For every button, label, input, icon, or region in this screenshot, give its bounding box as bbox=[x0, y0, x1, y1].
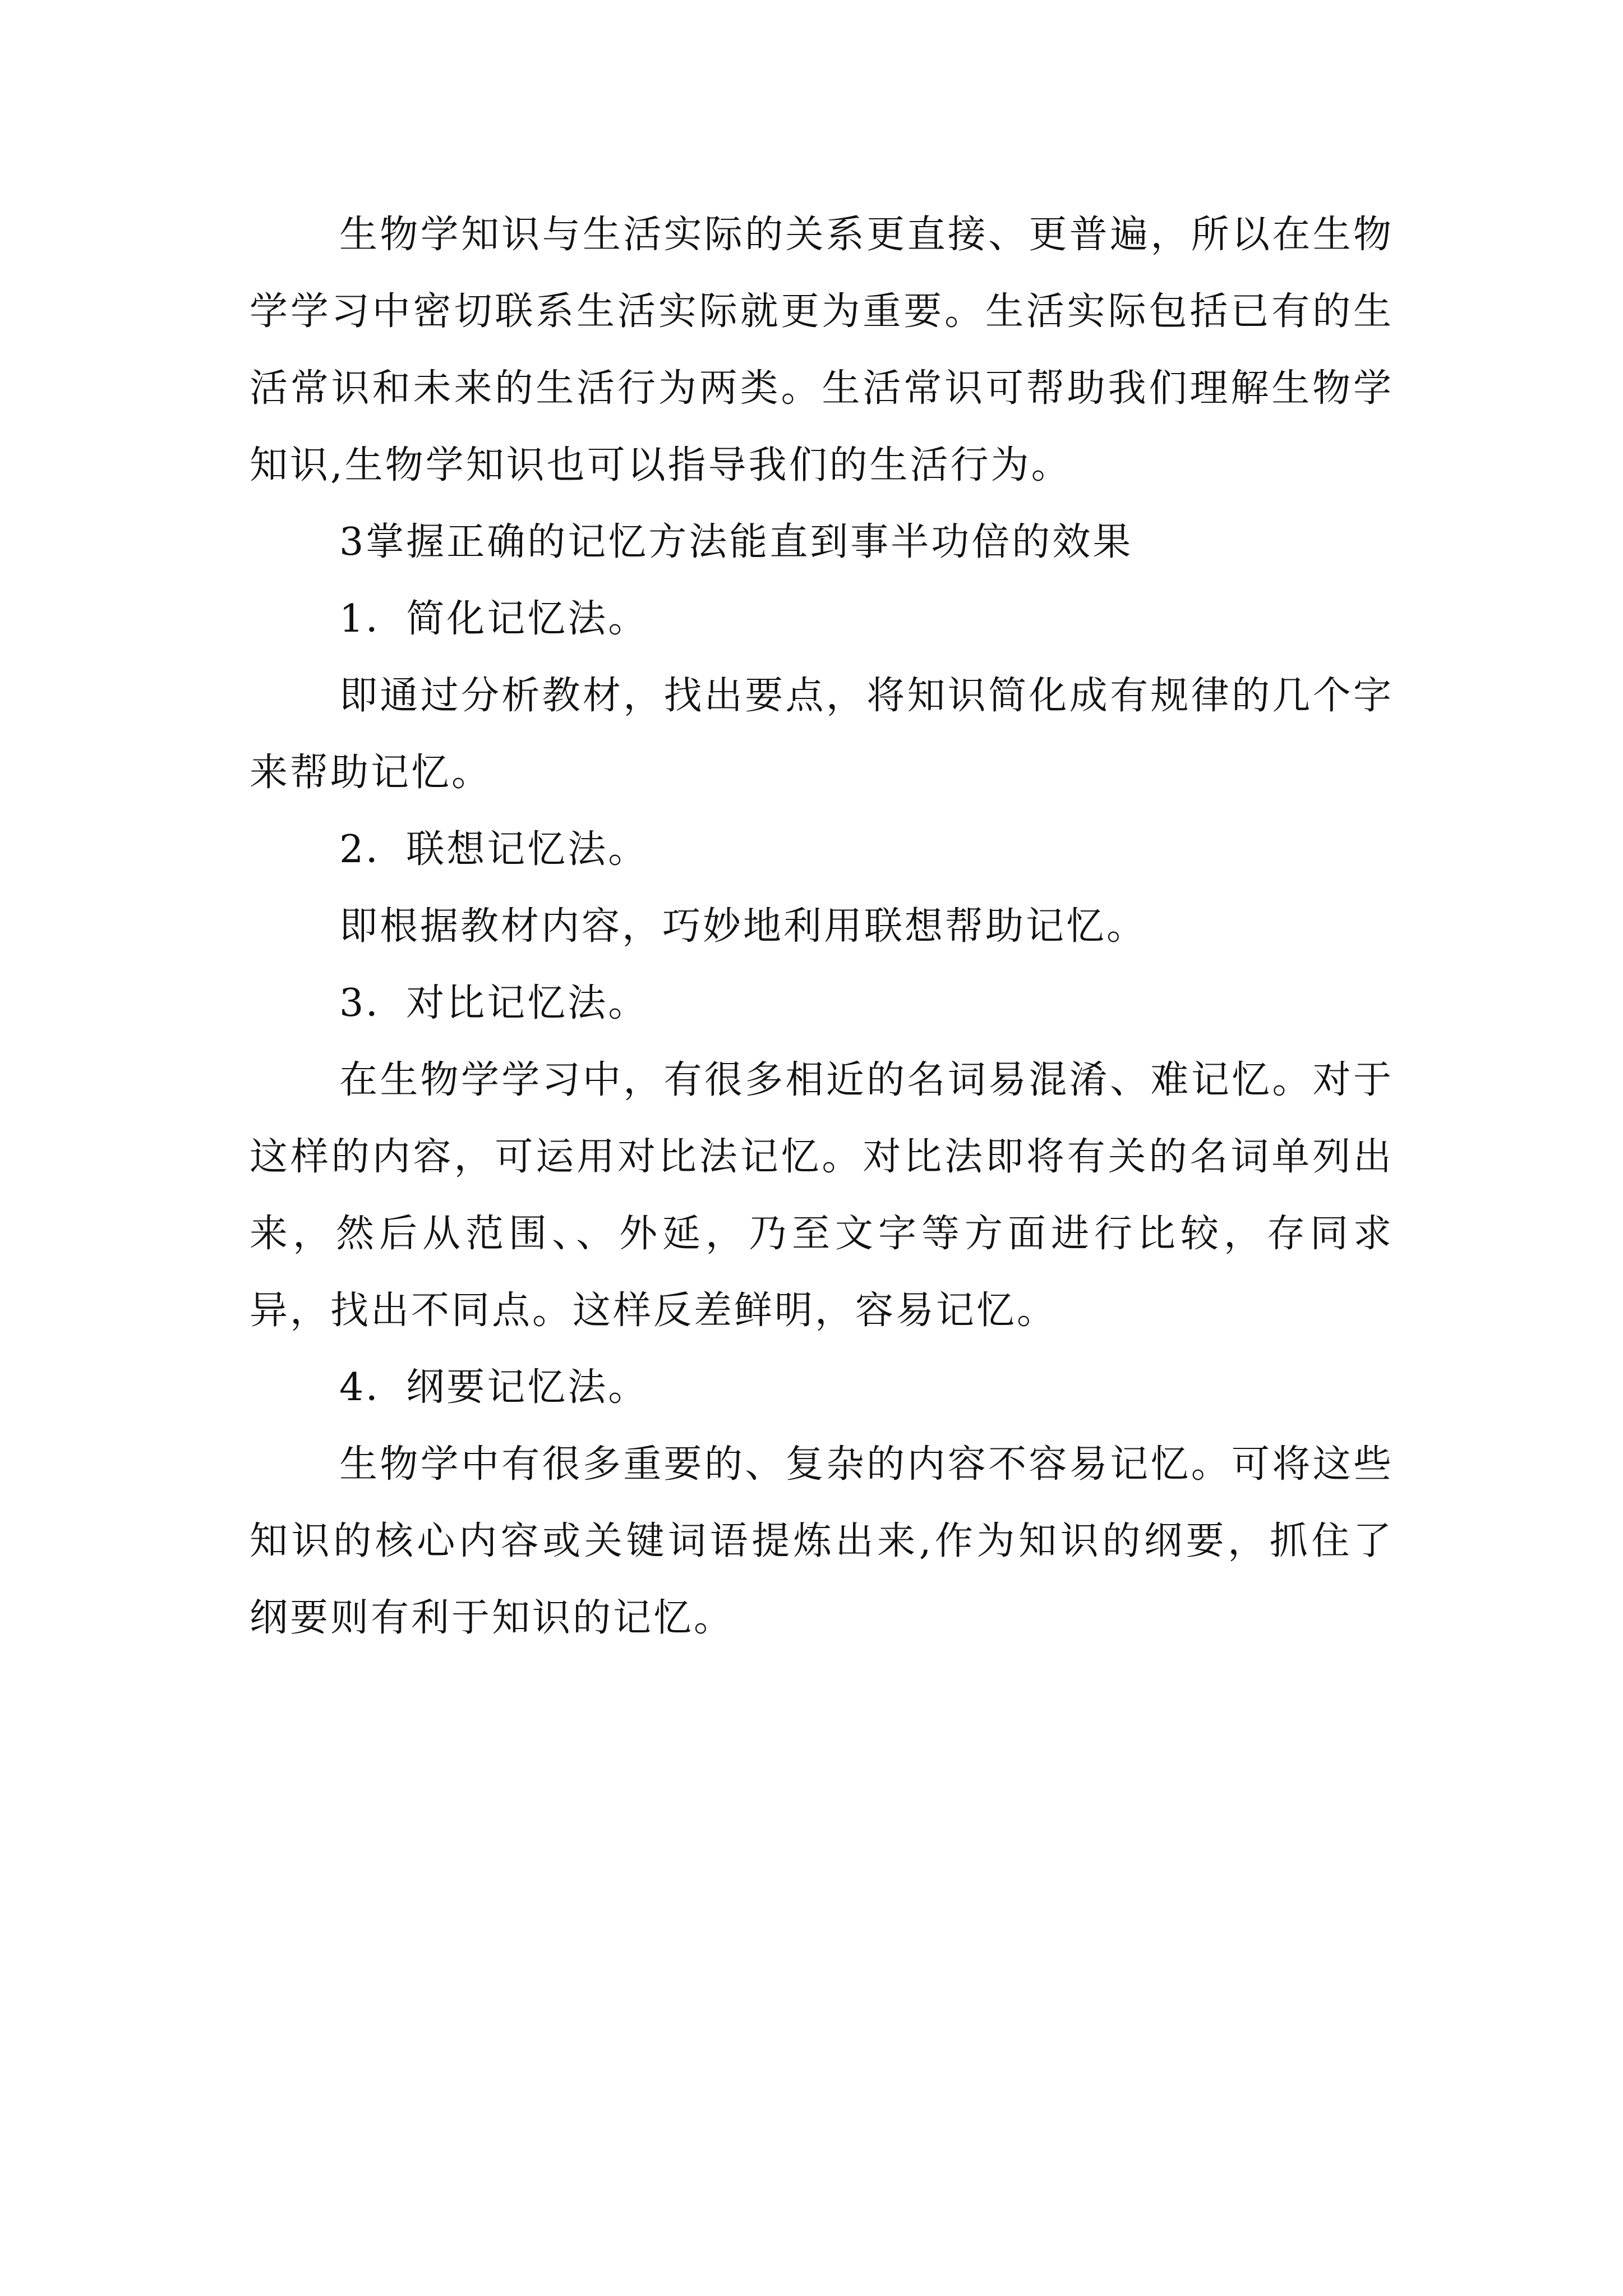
paragraph-method-2-title: 2．联想记忆法。 bbox=[339, 827, 649, 872]
paragraph-method-4-body: 生物学中有很多重要的、复杂的内容不容易记忆。可将这些知识的核心内容或关键词语提炼出来,作为知识的纲要，抓住了纲要则有利于知识的记忆。 bbox=[250, 1442, 1394, 1640]
paragraph-method-3-body: 在生物学学习中，有很多相近的名词易混淆、难记忆。对于这样的内容，可运用对比法记忆。对比法即将有关的名词单列出来，然后从范围、、外延，乃至文字等方面进行比较，存同求异，找出不同点。这样反差鲜明，容易记忆。 bbox=[250, 1058, 1394, 1333]
paragraph-memory-heading: 3掌握正确的记忆方法能直到事半功倍的效果 bbox=[339, 520, 1133, 564]
paragraph-method-2-body: 即根据教材内容，巧妙地利用联想帮助记忆。 bbox=[339, 904, 1147, 949]
paragraph-method-4-title: 4．纲要记忆法。 bbox=[339, 1365, 649, 1410]
paragraph-life-connection: 生物学知识与生活实际的关系更直接、更普遍，所以在生物学学习中密切联系生活实际就更为重要。生活实际包括已有的生活常识和未来的生活行为两类。生活常识可帮助我们理解生物学知识,生物学知识也可以指导我们的生活行为。 bbox=[250, 213, 1394, 487]
document-body bbox=[250, 196, 1394, 1657]
paragraph-method-1-title: 1．简化记忆法。 bbox=[339, 597, 649, 641]
paragraph-method-1-body: 即通过分析教材，找出要点，将知识简化成有规律的几个字来帮助记忆。 bbox=[250, 674, 1394, 795]
paragraph-method-3-title: 3．对比记忆法。 bbox=[339, 981, 649, 1025]
